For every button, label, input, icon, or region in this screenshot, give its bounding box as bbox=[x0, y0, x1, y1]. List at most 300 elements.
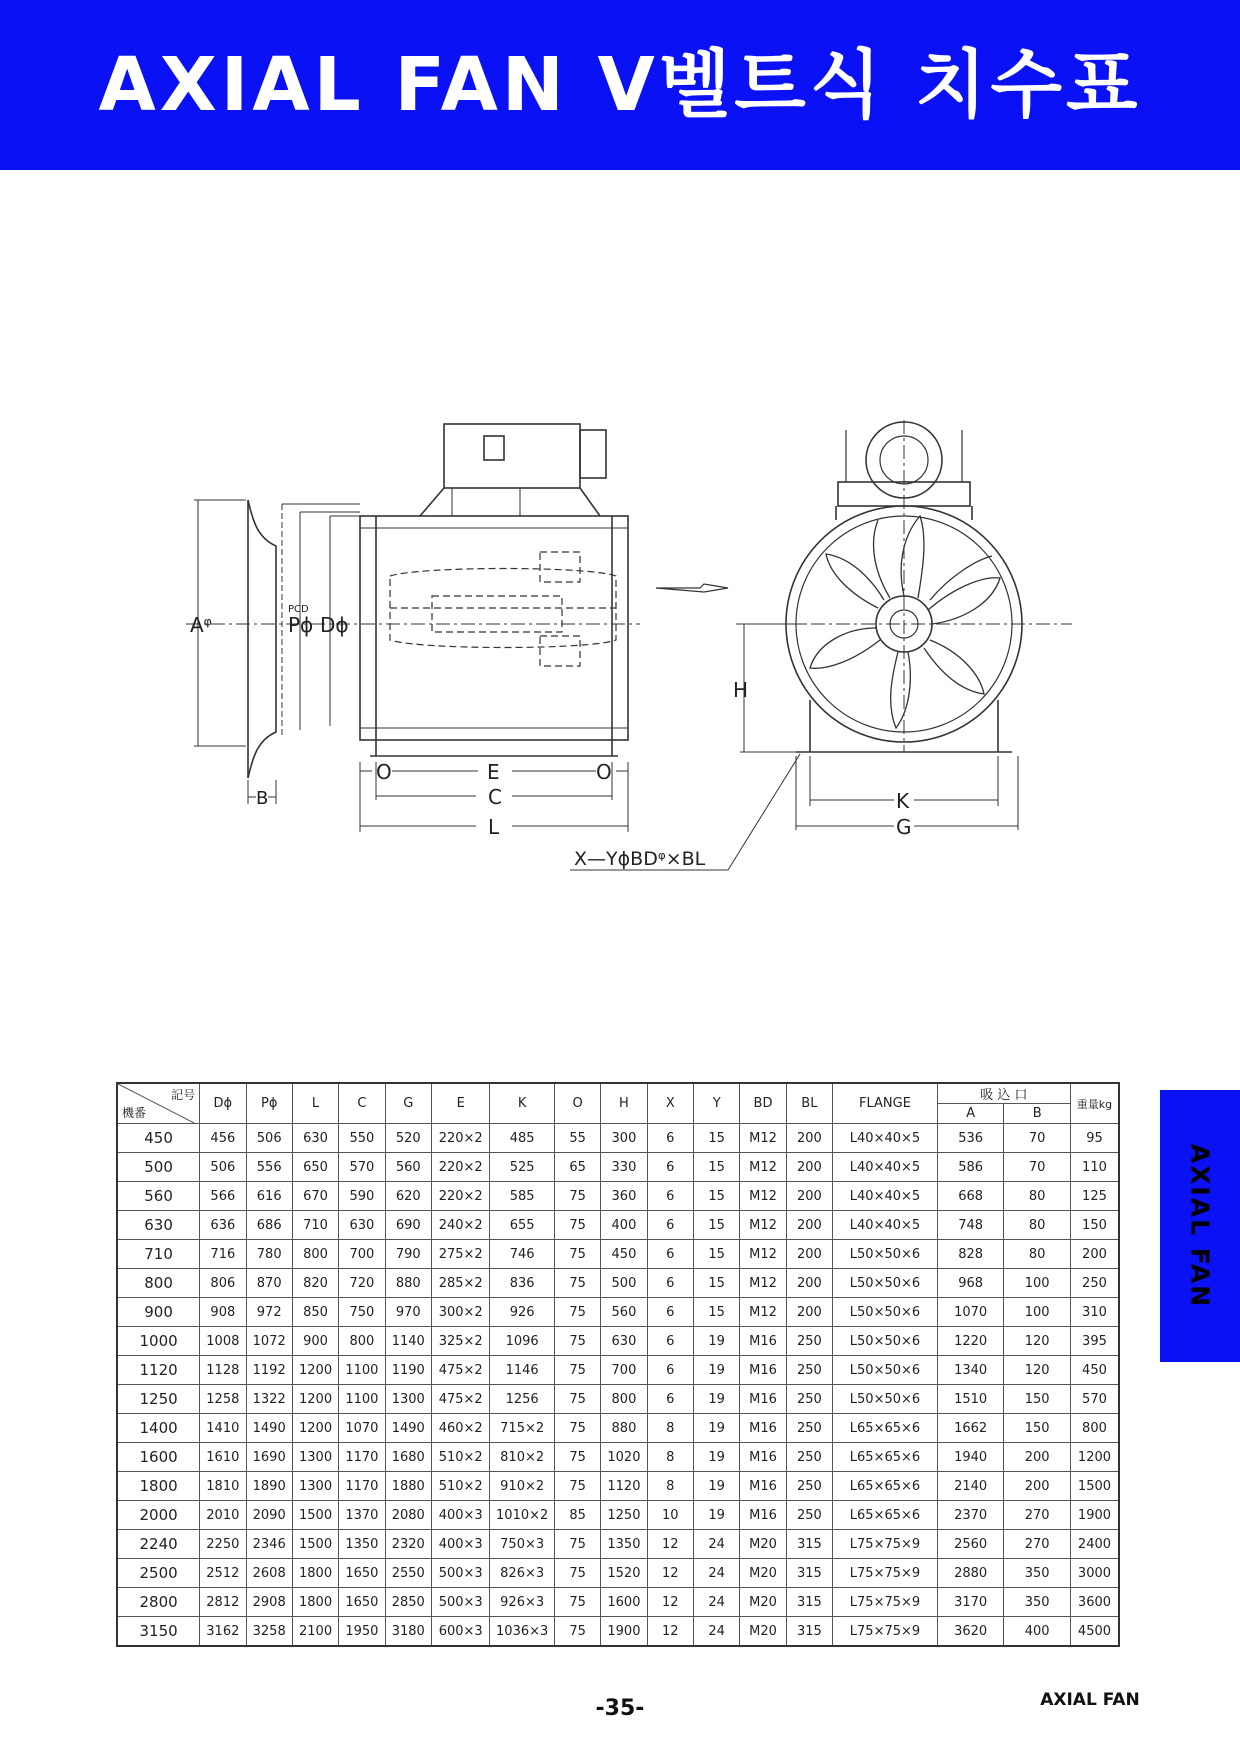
col-header: O bbox=[554, 1083, 600, 1124]
table-cell: 300×2 bbox=[431, 1298, 489, 1327]
table-cell: 250 bbox=[786, 1356, 832, 1385]
table-cell: L75×75×9 bbox=[833, 1559, 938, 1588]
table-cell: 1200 bbox=[1070, 1443, 1119, 1472]
table-cell: 1322 bbox=[246, 1385, 292, 1414]
table-cell: 250 bbox=[786, 1385, 832, 1414]
table-cell: 630 bbox=[601, 1327, 647, 1356]
table-cell: 55 bbox=[554, 1124, 600, 1153]
table-cell: L65×65×6 bbox=[833, 1443, 938, 1472]
table-cell: L50×50×6 bbox=[833, 1356, 938, 1385]
table-cell: 1070 bbox=[339, 1414, 385, 1443]
table-cell: 1072 bbox=[246, 1327, 292, 1356]
model-cell: 1000 bbox=[117, 1327, 200, 1356]
table-cell: M16 bbox=[740, 1327, 786, 1356]
table-cell: 150 bbox=[1004, 1414, 1071, 1443]
table-cell: L50×50×6 bbox=[833, 1240, 938, 1269]
table-cell: 19 bbox=[693, 1385, 739, 1414]
table-cell: 250 bbox=[786, 1443, 832, 1472]
table-cell: 1880 bbox=[385, 1472, 431, 1501]
table-cell: 2550 bbox=[385, 1559, 431, 1588]
table-cell: 715×2 bbox=[490, 1414, 555, 1443]
table-row bbox=[117, 1385, 1119, 1414]
table-cell: 8 bbox=[647, 1414, 693, 1443]
table-cell: 12 bbox=[647, 1530, 693, 1559]
table-cell: 1810 bbox=[200, 1472, 246, 1501]
table-cell: 220×2 bbox=[431, 1153, 489, 1182]
dim-label-l: L bbox=[488, 815, 500, 839]
table-cell: 1900 bbox=[1070, 1501, 1119, 1530]
table-cell: 668 bbox=[937, 1182, 1004, 1211]
table-cell: 810×2 bbox=[490, 1443, 555, 1472]
table-cell: 750 bbox=[339, 1298, 385, 1327]
table-cell: 790 bbox=[385, 1240, 431, 1269]
table-row bbox=[117, 1153, 1119, 1182]
table-row bbox=[117, 1211, 1119, 1240]
col-header: C bbox=[339, 1083, 385, 1124]
table-cell: 2080 bbox=[385, 1501, 431, 1530]
table-cell: 220×2 bbox=[431, 1182, 489, 1211]
table-cell: 10 bbox=[647, 1501, 693, 1530]
dim-label-p: Pϕ bbox=[288, 613, 314, 637]
table-cell: 2140 bbox=[937, 1472, 1004, 1501]
table-cell: 1170 bbox=[339, 1472, 385, 1501]
table-cell: M16 bbox=[740, 1501, 786, 1530]
table-cell: 24 bbox=[693, 1617, 739, 1647]
model-cell: 630 bbox=[117, 1211, 200, 1240]
table-cell: 836 bbox=[490, 1269, 555, 1298]
model-cell: 800 bbox=[117, 1269, 200, 1298]
table-cell: 1256 bbox=[490, 1385, 555, 1414]
table-row bbox=[117, 1530, 1119, 1559]
table-cell: 556 bbox=[246, 1153, 292, 1182]
table-cell: M16 bbox=[740, 1443, 786, 1472]
table-cell: 1662 bbox=[937, 1414, 1004, 1443]
dim-label-b: B bbox=[256, 788, 269, 809]
table-cell: 300 bbox=[601, 1124, 647, 1153]
table-cell: 1190 bbox=[385, 1356, 431, 1385]
table-cell: 2880 bbox=[937, 1559, 1004, 1588]
page-title: AXIAL FAN V벨트식 치수표 bbox=[98, 42, 1142, 128]
table-cell: 6 bbox=[647, 1124, 693, 1153]
table-cell: 700 bbox=[339, 1240, 385, 1269]
table-body bbox=[117, 1124, 1119, 1647]
table-cell: 1520 bbox=[601, 1559, 647, 1588]
table-cell: 636 bbox=[200, 1211, 246, 1240]
table-cell: 570 bbox=[1070, 1385, 1119, 1414]
table-cell: 1900 bbox=[601, 1617, 647, 1647]
table-cell: 24 bbox=[693, 1588, 739, 1617]
inlet-bell bbox=[248, 500, 276, 778]
model-cell: 1400 bbox=[117, 1414, 200, 1443]
table-cell: 12 bbox=[647, 1617, 693, 1647]
table-cell: 460×2 bbox=[431, 1414, 489, 1443]
table-cell: 500×3 bbox=[431, 1588, 489, 1617]
model-cell: 710 bbox=[117, 1240, 200, 1269]
table-cell: 800 bbox=[601, 1385, 647, 1414]
dim-label-o-left: O bbox=[376, 760, 392, 784]
table-cell: 450 bbox=[601, 1240, 647, 1269]
table-cell: 200 bbox=[786, 1124, 832, 1153]
table-cell: 200 bbox=[1004, 1472, 1071, 1501]
table-cell: 655 bbox=[490, 1211, 555, 1240]
model-cell: 1120 bbox=[117, 1356, 200, 1385]
table-cell: 400 bbox=[1004, 1617, 1071, 1647]
table-cell: 2512 bbox=[200, 1559, 246, 1588]
table-cell: 550 bbox=[339, 1124, 385, 1153]
table-cell: 908 bbox=[200, 1298, 246, 1327]
table-cell: 200 bbox=[1070, 1240, 1119, 1269]
dim-label-o-right: O bbox=[596, 760, 612, 784]
table-cell: 80 bbox=[1004, 1211, 1071, 1240]
dim-label-d: Dϕ bbox=[320, 613, 349, 637]
table-cell: 330 bbox=[601, 1153, 647, 1182]
table-cell: 1940 bbox=[937, 1443, 1004, 1472]
table-cell: 690 bbox=[385, 1211, 431, 1240]
table-cell: M20 bbox=[740, 1617, 786, 1647]
table-cell: 1128 bbox=[200, 1356, 246, 1385]
table-cell: 2010 bbox=[200, 1501, 246, 1530]
table-cell: 2320 bbox=[385, 1530, 431, 1559]
table-cell: 15 bbox=[693, 1124, 739, 1153]
table-cell: 3170 bbox=[937, 1588, 1004, 1617]
corner-label-symbol: 記号 bbox=[171, 1088, 196, 1102]
table-cell: 75 bbox=[554, 1472, 600, 1501]
table-cell: L75×75×9 bbox=[833, 1530, 938, 1559]
table-cell: 8 bbox=[647, 1443, 693, 1472]
table-cell: 1500 bbox=[292, 1530, 338, 1559]
table-cell: 1100 bbox=[339, 1385, 385, 1414]
table-cell: 6 bbox=[647, 1240, 693, 1269]
model-cell: 2500 bbox=[117, 1559, 200, 1588]
table-cell: 75 bbox=[554, 1269, 600, 1298]
table-cell: 2908 bbox=[246, 1588, 292, 1617]
table-cell: 560 bbox=[385, 1153, 431, 1182]
table-cell: M16 bbox=[740, 1356, 786, 1385]
table-row bbox=[117, 1327, 1119, 1356]
side-tab-label: AXIAL FAN bbox=[1185, 1143, 1215, 1309]
table-cell: 586 bbox=[937, 1153, 1004, 1182]
table-row bbox=[117, 1124, 1119, 1153]
table-cell: L50×50×6 bbox=[833, 1298, 938, 1327]
table-cell: 510×2 bbox=[431, 1472, 489, 1501]
table-cell: 566 bbox=[200, 1182, 246, 1211]
table-cell: M12 bbox=[740, 1211, 786, 1240]
table-cell: 200 bbox=[786, 1182, 832, 1211]
table-cell: 75 bbox=[554, 1588, 600, 1617]
table-cell: 24 bbox=[693, 1559, 739, 1588]
table-cell: 24 bbox=[693, 1530, 739, 1559]
table-cell: 700 bbox=[601, 1356, 647, 1385]
table-cell: 2370 bbox=[937, 1501, 1004, 1530]
table-cell: 75 bbox=[554, 1530, 600, 1559]
table-cell: 395 bbox=[1070, 1327, 1119, 1356]
table-cell: M12 bbox=[740, 1298, 786, 1327]
table-cell: 1220 bbox=[937, 1327, 1004, 1356]
table-cell: 2560 bbox=[937, 1530, 1004, 1559]
model-cell: 450 bbox=[117, 1124, 200, 1153]
table-cell: 746 bbox=[490, 1240, 555, 1269]
table-cell: 1600 bbox=[601, 1588, 647, 1617]
table-cell: 748 bbox=[937, 1211, 1004, 1240]
table-cell: 1500 bbox=[292, 1501, 338, 1530]
table-cell: 820 bbox=[292, 1269, 338, 1298]
table-cell: 95 bbox=[1070, 1124, 1119, 1153]
model-cell: 2000 bbox=[117, 1501, 200, 1530]
table-cell: 2812 bbox=[200, 1588, 246, 1617]
table-cell: 250 bbox=[1070, 1269, 1119, 1298]
table-cell: 15 bbox=[693, 1182, 739, 1211]
table-cell: 806 bbox=[200, 1269, 246, 1298]
table-cell: L50×50×6 bbox=[833, 1269, 938, 1298]
table-cell: 1100 bbox=[339, 1356, 385, 1385]
table-cell: M12 bbox=[740, 1153, 786, 1182]
table-cell: 560 bbox=[601, 1298, 647, 1327]
table-cell: 525 bbox=[490, 1153, 555, 1182]
table-cell: 1096 bbox=[490, 1327, 555, 1356]
table-header bbox=[117, 1083, 1119, 1124]
table-cell: 510×2 bbox=[431, 1443, 489, 1472]
table-cell: 716 bbox=[200, 1240, 246, 1269]
table-cell: 850 bbox=[292, 1298, 338, 1327]
table-cell: L50×50×6 bbox=[833, 1327, 938, 1356]
table-cell: 880 bbox=[385, 1269, 431, 1298]
table-cell: 750×3 bbox=[490, 1530, 555, 1559]
table-cell: 360 bbox=[601, 1182, 647, 1211]
table-cell: 1610 bbox=[200, 1443, 246, 1472]
table-cell: 2090 bbox=[246, 1501, 292, 1530]
table-row bbox=[117, 1559, 1119, 1588]
table-cell: 500 bbox=[601, 1269, 647, 1298]
table-cell: 1200 bbox=[292, 1414, 338, 1443]
table-row bbox=[117, 1182, 1119, 1211]
table-cell: 12 bbox=[647, 1588, 693, 1617]
table-row bbox=[117, 1269, 1119, 1298]
table-cell: 3600 bbox=[1070, 1588, 1119, 1617]
model-cell: 2800 bbox=[117, 1588, 200, 1617]
table-cell: 800 bbox=[292, 1240, 338, 1269]
table-cell: 1950 bbox=[339, 1617, 385, 1647]
table-cell: 1258 bbox=[200, 1385, 246, 1414]
header-corner-cell bbox=[117, 1083, 200, 1124]
table-cell: 315 bbox=[786, 1617, 832, 1647]
table-cell: 1300 bbox=[292, 1472, 338, 1501]
footer-label: AXIAL FAN bbox=[1040, 1690, 1140, 1710]
table-cell: 926×3 bbox=[490, 1588, 555, 1617]
fan-casing bbox=[360, 516, 628, 740]
table-cell: L40×40×5 bbox=[833, 1182, 938, 1211]
table-cell: 285×2 bbox=[431, 1269, 489, 1298]
col-header-weight: 重量kg bbox=[1070, 1083, 1119, 1124]
table-cell: L75×75×9 bbox=[833, 1617, 938, 1647]
dim-label-c: C bbox=[488, 785, 502, 809]
table-cell: 1690 bbox=[246, 1443, 292, 1472]
table-cell: 19 bbox=[693, 1472, 739, 1501]
table-cell: 6 bbox=[647, 1211, 693, 1240]
model-cell: 1600 bbox=[117, 1443, 200, 1472]
table-cell: 125 bbox=[1070, 1182, 1119, 1211]
table-cell: 19 bbox=[693, 1414, 739, 1443]
dimension-table bbox=[116, 1082, 1120, 1647]
table-cell: 400×3 bbox=[431, 1501, 489, 1530]
table-cell: 250 bbox=[786, 1327, 832, 1356]
table-cell: 450 bbox=[1070, 1356, 1119, 1385]
table-cell: 3620 bbox=[937, 1617, 1004, 1647]
table-cell: 1008 bbox=[200, 1327, 246, 1356]
table-cell: L75×75×9 bbox=[833, 1588, 938, 1617]
table-cell: 650 bbox=[292, 1153, 338, 1182]
table-cell: M20 bbox=[740, 1588, 786, 1617]
table-cell: 910×2 bbox=[490, 1472, 555, 1501]
bolt-callout: X—YϕBDᵠ×BL bbox=[574, 848, 706, 870]
table-cell: 150 bbox=[1070, 1211, 1119, 1240]
table-cell: 670 bbox=[292, 1182, 338, 1211]
table-cell: 1300 bbox=[292, 1443, 338, 1472]
table-cell: 536 bbox=[937, 1124, 1004, 1153]
table-cell: 972 bbox=[246, 1298, 292, 1327]
table-cell: 75 bbox=[554, 1356, 600, 1385]
table-cell: 1490 bbox=[246, 1414, 292, 1443]
table-cell: 400×3 bbox=[431, 1530, 489, 1559]
table-cell: 200 bbox=[786, 1240, 832, 1269]
table-cell: 85 bbox=[554, 1501, 600, 1530]
table-cell: 1250 bbox=[601, 1501, 647, 1530]
table-cell: 240×2 bbox=[431, 1211, 489, 1240]
table-cell: 485 bbox=[490, 1124, 555, 1153]
table-cell: 1036×3 bbox=[490, 1617, 555, 1647]
table-cell: L65×65×6 bbox=[833, 1472, 938, 1501]
table-cell: 1140 bbox=[385, 1327, 431, 1356]
table-cell: 1370 bbox=[339, 1501, 385, 1530]
table-cell: 6 bbox=[647, 1356, 693, 1385]
table-cell: 1340 bbox=[937, 1356, 1004, 1385]
table-cell: M12 bbox=[740, 1240, 786, 1269]
model-cell: 1250 bbox=[117, 1385, 200, 1414]
col-header: Dϕ bbox=[200, 1083, 246, 1124]
table-cell: L50×50×6 bbox=[833, 1385, 938, 1414]
table-cell: 2850 bbox=[385, 1588, 431, 1617]
table-row bbox=[117, 1298, 1119, 1327]
table-cell: L40×40×5 bbox=[833, 1211, 938, 1240]
col-header: BD bbox=[740, 1083, 786, 1124]
table-cell: 15 bbox=[693, 1153, 739, 1182]
table-cell: 200 bbox=[786, 1269, 832, 1298]
table-cell: 970 bbox=[385, 1298, 431, 1327]
table-row bbox=[117, 1240, 1119, 1269]
col-header: K bbox=[490, 1083, 555, 1124]
table-cell: 1146 bbox=[490, 1356, 555, 1385]
table-cell: 870 bbox=[246, 1269, 292, 1298]
table-cell: 8 bbox=[647, 1472, 693, 1501]
corner-label-model: 機番 bbox=[122, 1106, 147, 1120]
table-cell: 570 bbox=[339, 1153, 385, 1182]
table-cell: 1020 bbox=[601, 1443, 647, 1472]
table-cell: 3180 bbox=[385, 1617, 431, 1647]
table-cell: 456 bbox=[200, 1124, 246, 1153]
dim-label-pcd: PCD bbox=[288, 604, 309, 615]
table-cell: 270 bbox=[1004, 1501, 1071, 1530]
table-row bbox=[117, 1501, 1119, 1530]
model-cell: 500 bbox=[117, 1153, 200, 1182]
table-cell: 75 bbox=[554, 1559, 600, 1588]
table-cell: 1650 bbox=[339, 1559, 385, 1588]
table-cell: 220×2 bbox=[431, 1124, 489, 1153]
table-cell: 686 bbox=[246, 1211, 292, 1240]
table-cell: 1070 bbox=[937, 1298, 1004, 1327]
table-cell: 80 bbox=[1004, 1182, 1071, 1211]
dim-label-g: G bbox=[896, 815, 912, 839]
table-cell: 110 bbox=[1070, 1153, 1119, 1182]
table-cell: 315 bbox=[786, 1559, 832, 1588]
model-cell: 3150 bbox=[117, 1617, 200, 1647]
table-cell: 15 bbox=[693, 1240, 739, 1269]
table-row bbox=[117, 1414, 1119, 1443]
table-cell: 780 bbox=[246, 1240, 292, 1269]
table-cell: 506 bbox=[246, 1124, 292, 1153]
table-cell: 2346 bbox=[246, 1530, 292, 1559]
table-cell: 75 bbox=[554, 1240, 600, 1269]
table-cell: M16 bbox=[740, 1414, 786, 1443]
table-cell: 15 bbox=[693, 1269, 739, 1298]
table-cell: 250 bbox=[786, 1501, 832, 1530]
table-cell: 15 bbox=[693, 1211, 739, 1240]
col-header: BL bbox=[786, 1083, 832, 1124]
table-cell: 585 bbox=[490, 1182, 555, 1211]
table-cell: 800 bbox=[1070, 1414, 1119, 1443]
table-cell: 1800 bbox=[292, 1559, 338, 1588]
table-cell: 926 bbox=[490, 1298, 555, 1327]
table-cell: 6 bbox=[647, 1182, 693, 1211]
table-cell: 250 bbox=[786, 1472, 832, 1501]
table-cell: 75 bbox=[554, 1443, 600, 1472]
table-cell: 75 bbox=[554, 1327, 600, 1356]
dim-label-a: Aᵠ bbox=[190, 613, 212, 637]
table-cell: 1200 bbox=[292, 1385, 338, 1414]
table-cell: 968 bbox=[937, 1269, 1004, 1298]
table-cell: L40×40×5 bbox=[833, 1153, 938, 1182]
table-cell: 1120 bbox=[601, 1472, 647, 1501]
table-cell: 1170 bbox=[339, 1443, 385, 1472]
table-cell: 75 bbox=[554, 1298, 600, 1327]
table-cell: 828 bbox=[937, 1240, 1004, 1269]
col-header: FLANGE bbox=[833, 1083, 938, 1124]
table-cell: 3258 bbox=[246, 1617, 292, 1647]
table-cell: 19 bbox=[693, 1327, 739, 1356]
table-cell: 6 bbox=[647, 1269, 693, 1298]
col-header-suction: 吸 込 口 bbox=[937, 1083, 1070, 1104]
dim-label-k: K bbox=[896, 789, 910, 813]
table-cell: 1300 bbox=[385, 1385, 431, 1414]
table-cell: 12 bbox=[647, 1559, 693, 1588]
table-cell: 520 bbox=[385, 1124, 431, 1153]
table-cell: L65×65×6 bbox=[833, 1501, 938, 1530]
table-cell: 6 bbox=[647, 1298, 693, 1327]
col-header: E bbox=[431, 1083, 489, 1124]
table-cell: 15 bbox=[693, 1298, 739, 1327]
col-header: Y bbox=[693, 1083, 739, 1124]
table-cell: M12 bbox=[740, 1124, 786, 1153]
table-cell: 475×2 bbox=[431, 1356, 489, 1385]
table-cell: 70 bbox=[1004, 1153, 1071, 1182]
table-cell: 75 bbox=[554, 1414, 600, 1443]
table-cell: 826×3 bbox=[490, 1559, 555, 1588]
table-cell: 65 bbox=[554, 1153, 600, 1182]
table-cell: 3162 bbox=[200, 1617, 246, 1647]
col-header: Pϕ bbox=[246, 1083, 292, 1124]
table-row bbox=[117, 1472, 1119, 1501]
page-number: -35- bbox=[595, 1696, 645, 1721]
table-cell: M20 bbox=[740, 1559, 786, 1588]
table-cell: 19 bbox=[693, 1356, 739, 1385]
